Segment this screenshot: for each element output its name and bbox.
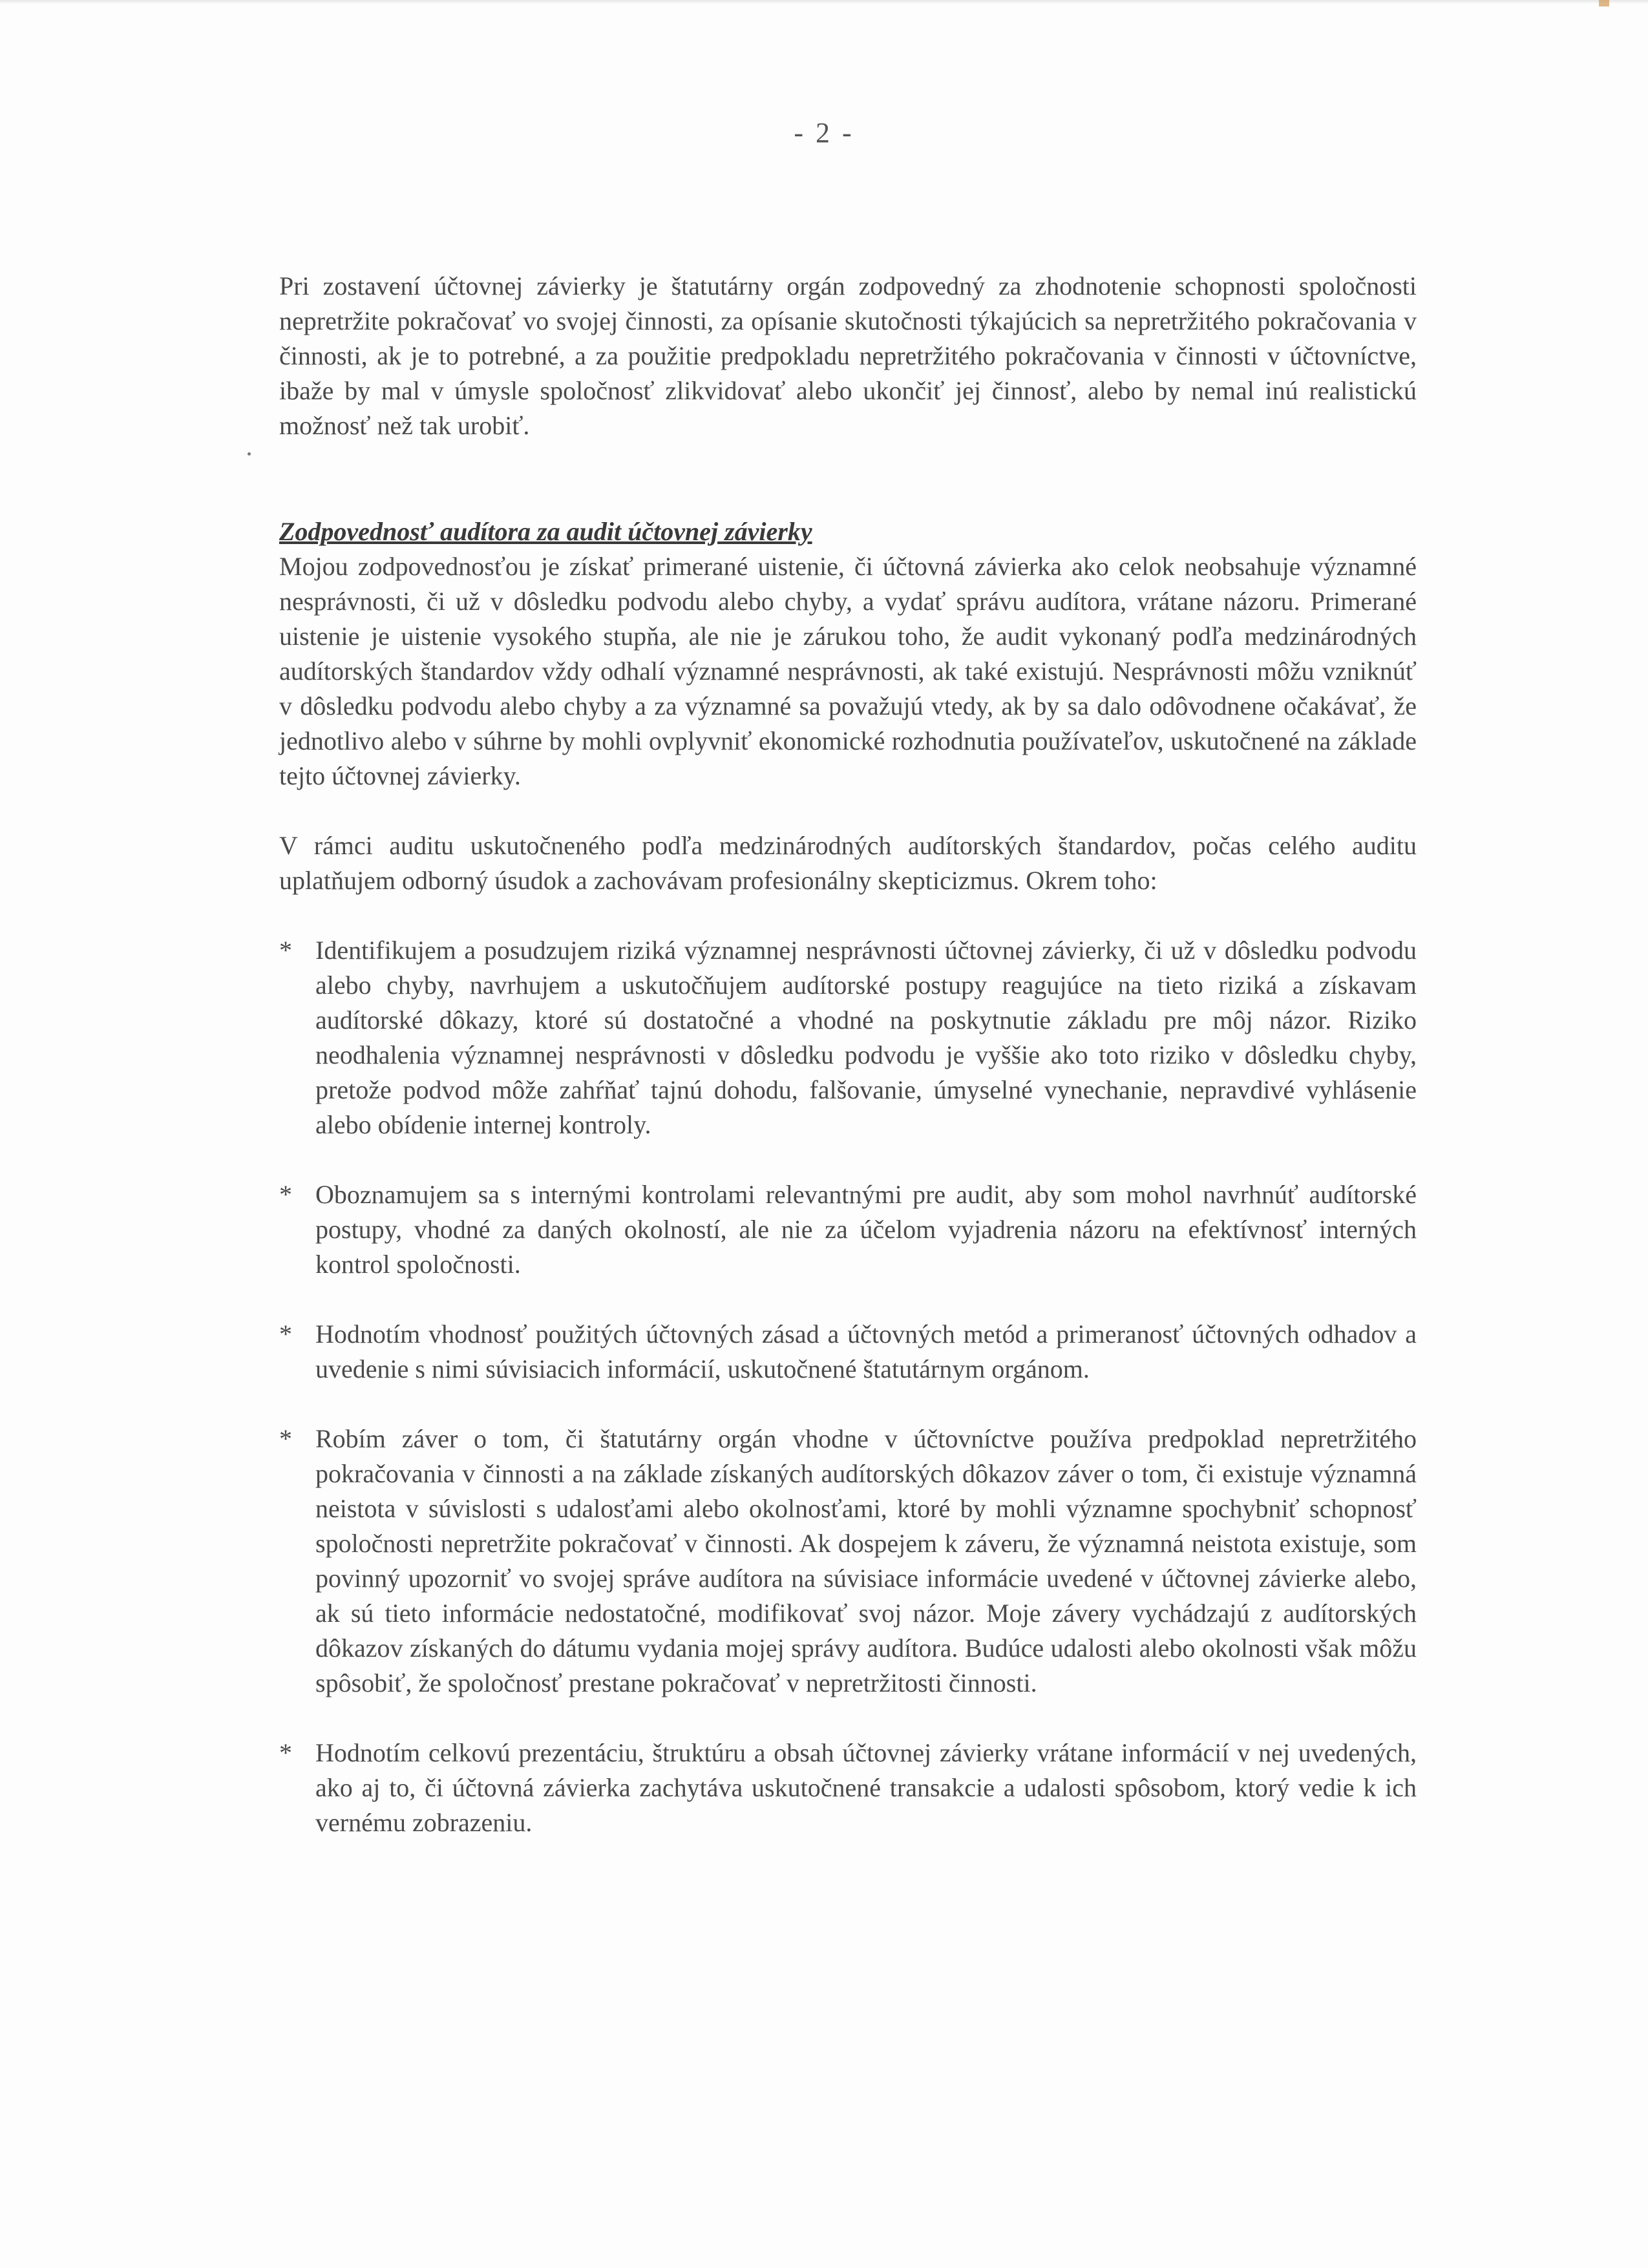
list-item — [279, 1177, 1417, 1282]
list-item — [279, 1736, 1417, 1840]
section-heading: Zodpovednosť audítora za audit účtovnej závierky — [279, 517, 812, 546]
section-paragraph: Mojou zodpovednosťou je získať primerané uistenie, či účtovná závierka ako celok neobsahuje významné nesprávnosti, či už v dôsledku podvodu alebo chyby, a vydať správu audítora, vrátane názoru. Primerané uistenie je uistenie vysokého stupňa, ale nie je zárukou toho, že audit vykonaný podľa medzinárodných audítorských štandardov vždy odhalí významné nesprávnosti, ak také existujú. Nesprávnosti môžu vzniknúť v dôsledku podvodu alebo chyby a za významné sa považujú vtedy, ak by sa dalo odôvodnene očakávať, že jednotlivo alebo v súhrne by mohli ovplyvniť ekonomické rozhodnutia používateľov, uskutočnené na základe tejto účtovnej závierky. — [279, 552, 1417, 790]
scan-corner-mark — [1599, 0, 1609, 6]
scan-top-edge — [0, 0, 1648, 4]
bullet-marker: * — [279, 1319, 292, 1349]
list-item — [279, 1422, 1417, 1701]
scope-paragraph: V rámci auditu uskutočneného podľa medzinárodných audítorských štandardov, počas celého auditu uplatňujem odborný úsudok a zachovávam profesionálny skepticizmus. Okrem toho: — [279, 831, 1417, 895]
bullet-text: Robím záver o tom, či štatutárny orgán vhodne v účtovníctve používa predpoklad nepretržitého pokračovania v činnosti a na základe získaných audítorských dôkazov záver o tom, či existuje významná neistota v súvislosti s udalosťami alebo okolnosťami, ktoré by mohli významne spochybniť schopnosť spoločnosti nepretržite pokračovať v činnosti. Ak dospejem k záveru, že významná neistota existuje, som povinný upozorniť vo svojej správe audítora na súvisiace informácie uvedené v účtovnej závierke alebo, ak sú tieto informácie nedostatočné, modifikovať svoj názor. Moje závery vychádzajú z audítorských dôkazov získaných do dátumu vydania mojej správy audítora. Budúce udalosti alebo okolnosti však môžu spôsobiť, že spoločnosť prestane pokračovať v nepretržitosti činnosti. — [315, 1424, 1417, 1697]
bullet-text: Oboznamujem sa s internými kontrolami relevantnými pre audit, aby som mohol navrhnúť audítorské postupy, vhodné za daných okolností, ale nie za účelom vyjadrenia názoru na efektívnosť interných kontrol spoločnosti. — [315, 1180, 1417, 1279]
list-item — [279, 933, 1417, 1142]
bullet-text: Hodnotím celkovú prezentáciu, štruktúru a obsah účtovnej závierky vrátane informácií v nej uvedených, ako aj to, či účtovná závierka zachytáva uskutočnené transakcie a udalosti spôsobom, ktorý vedie k ich vernému zobrazeniu. — [315, 1738, 1417, 1837]
bullet-marker: * — [279, 1424, 292, 1453]
document-body — [279, 269, 1417, 1875]
bullet-marker: * — [279, 1738, 292, 1767]
scan-dot — [248, 452, 251, 456]
page-number: - 2 - — [794, 117, 854, 149]
bullet-marker: * — [279, 936, 292, 965]
intro-paragraph: Pri zostavení účtovnej závierky je štatutárny orgán zodpovedný za zhodnotenie schopnosti spoločnosti nepretržite pokračovať vo svojej činnosti, za opísanie skutočnosti týkajúcich sa nepretržitého pokračovania v činnosti, ak je to potrebné, a za použitie predpokladu nepretržitého pokračovania v činnosti v účtovníctve, ibaže by mal v úmysle spoločnosť zlikvidovať alebo ukončiť jej činnosť, alebo by nemal inú realistickú možnosť než tak urobiť. — [279, 271, 1417, 440]
list-item — [279, 1317, 1417, 1387]
bullet-text: Identifikujem a posudzujem riziká významnej nesprávnosti účtovnej závierky, či už v dôsledku podvodu alebo chyby, navrhujem a uskutočňujem audítorské postupy reagujúce na tieto riziká a získavam audítorské dôkazy, ktoré sú dostatočné a vhodné na poskytnutie základu pre môj názor. Riziko neodhalenia významnej nesprávnosti v dôsledku podvodu je vyššie ako toto riziko v dôsledku chyby, pretože podvod môže zahŕňať tajnú dohodu, falšovanie, úmyselné vynechanie, nepravdivé vyhlásenie alebo obídenie internej kontroly. — [315, 936, 1417, 1139]
bullet-text: Hodnotím vhodnosť použitých účtovných zásad a účtovných metód a primeranosť účtovných odhadov a uvedenie s nimi súvisiacich informácií, uskutočnené štatutárnym orgánom. — [315, 1319, 1417, 1383]
bullet-marker: * — [279, 1180, 292, 1209]
